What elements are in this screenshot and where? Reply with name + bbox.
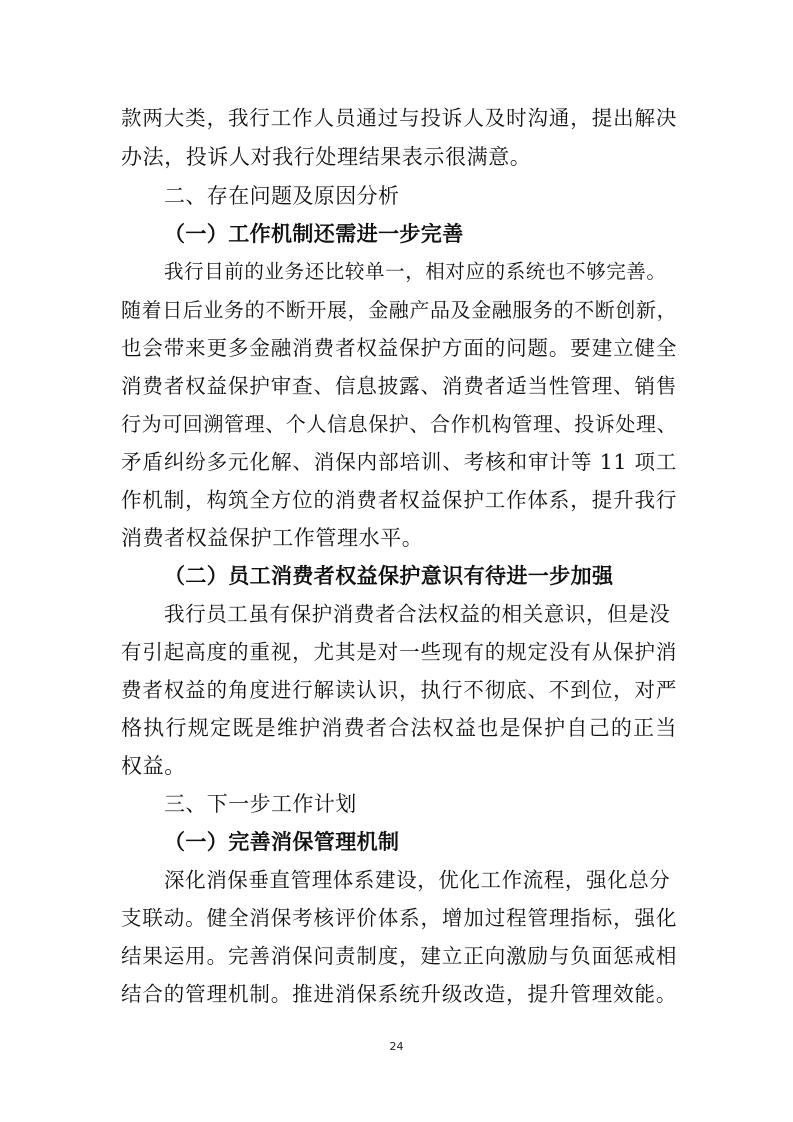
paragraph-line: 权益。: [121, 754, 186, 778]
paragraph-line: 消费者权益保护审查、信息披露、消费者适当性管理、销售: [121, 374, 677, 398]
paragraph-line: 办法，投诉人对我行处理结果表示很满意。: [121, 145, 532, 169]
paragraph-line: 消费者权益保护工作管理水平。: [121, 526, 424, 550]
paragraph-line: 我行员工虽有保护消费者合法权益的相关意识，但是没: [164, 602, 671, 626]
paragraph-line: 结合的管理机制。推进消保系统升级改造，提升管理效能。: [121, 982, 677, 1006]
paragraph-line: 作机制，构筑全方位的消费者权益保护工作体系，提升我行: [121, 488, 677, 512]
paragraph-line: 格执行规定既是维护消费者合法权益也是保护自己的正当: [121, 716, 677, 740]
paragraph-line: 有引起高度的重视，尤其是对一些现有的规定没有从保护消: [121, 640, 677, 664]
paragraph-line: 款两大类，我行工作人员通过与投诉人及时沟通，提出解决: [121, 106, 677, 130]
section-heading: 二、存在问题及原因分析: [164, 184, 400, 208]
section-heading: 三、下一步工作计划: [164, 792, 357, 816]
page-number: 24: [389, 1040, 404, 1053]
paragraph-line: 支联动。健全消保考核评价体系，增加过程管理指标，强化: [121, 906, 677, 930]
subsection-heading: （一）工作机制还需进一步完善: [164, 221, 464, 246]
paragraph-line: 费者权益的角度进行解读认识，执行不彻底、不到位，对严: [121, 678, 677, 702]
paragraph-line: 行为可回溯管理、个人信息保护、合作机构管理、投诉处理、: [121, 412, 678, 436]
paragraph-line: 矛盾纠纷多元化解、消保内部培训、考核和审计等 11 项工: [121, 450, 677, 474]
subsection-heading: （一）完善消保管理机制: [164, 829, 400, 854]
paragraph-line: 深化消保垂直管理体系建设，优化工作流程，强化总分: [164, 868, 671, 892]
paragraph-line: 随着日后业务的不断开展，金融产品及金融服务的不断创新，: [121, 298, 678, 322]
paragraph-line: 结果运用。完善消保问责制度，建立正向激励与负面惩戒相: [121, 944, 677, 968]
paragraph-line: 也会带来更多金融消费者权益保护方面的问题。要建立健全: [121, 336, 677, 360]
paragraph-line: 我行目前的业务还比较单一，相对应的系统也不够完善。: [164, 260, 667, 283]
subsection-heading: （二）员工消费者权益保护意识有待进一步加强: [164, 563, 614, 588]
